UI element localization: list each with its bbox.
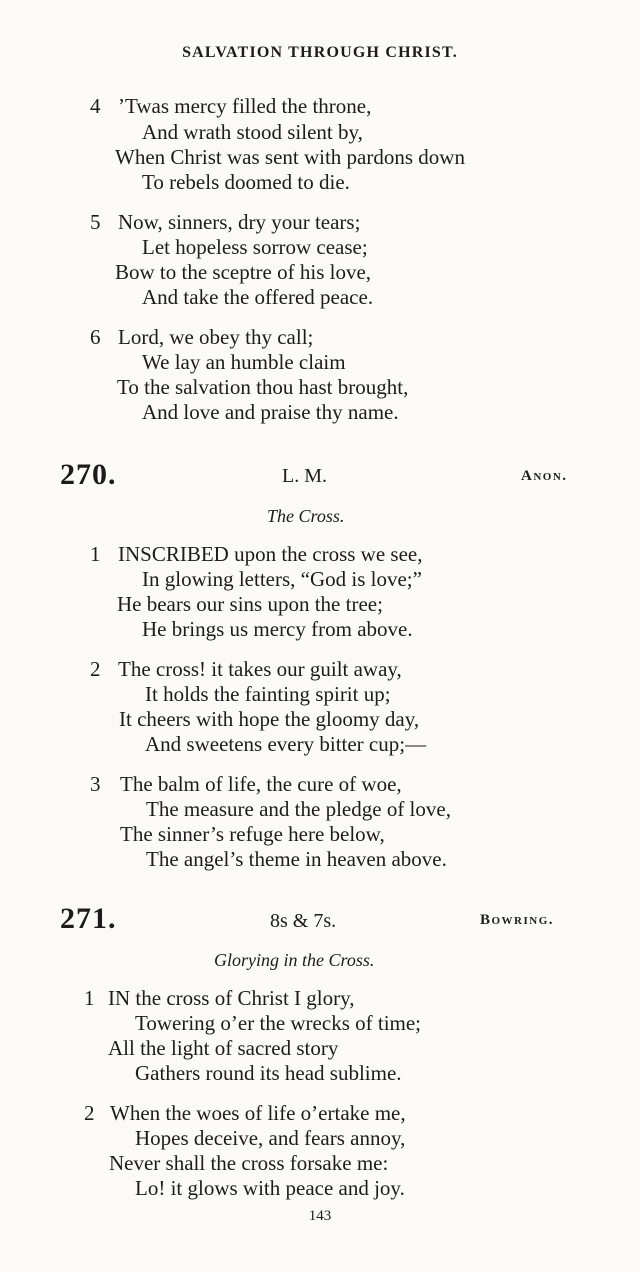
stanza-line: And sweetens every bitter cup;— <box>145 732 427 756</box>
stanza-line: We lay an humble claim <box>142 350 346 374</box>
stanza-line: And love and praise thy name. <box>142 400 399 424</box>
hymn-author: Bowring. <box>480 912 555 928</box>
stanza-number: 5 <box>90 210 101 234</box>
stanza-line: Bow to the sceptre of his love, <box>115 260 372 284</box>
page-number: 143 <box>308 1208 332 1224</box>
stanza-line: Now, sinners, dry your tears; <box>118 210 361 234</box>
stanza-line: It cheers with hope the gloomy day, <box>119 707 420 731</box>
stanza-number: 3 <box>90 772 101 796</box>
stanza-line: He bears our sins upon the tree; <box>117 592 383 616</box>
stanza-line: When the woes of life o’ertake me, <box>110 1101 406 1125</box>
stanza-line: Gathers round its head sublime. <box>135 1061 402 1085</box>
hymn-subtitle: Glorying in the Cross. <box>214 950 375 970</box>
stanza-line: Lord, we obey thy call; <box>118 325 314 349</box>
stanza-line: And wrath stood silent by, <box>142 120 363 144</box>
stanza-number: 2 <box>90 657 101 681</box>
stanza-line: And take the offered peace. <box>142 285 374 309</box>
stanza-number: 1 <box>84 986 95 1010</box>
stanza-line: Never shall the cross forsake me: <box>109 1151 389 1175</box>
hymn-meter: 8s & 7s. <box>270 910 337 932</box>
stanza-line: Towering o’er the wrecks of time; <box>135 1011 422 1035</box>
stanza-line: When Christ was sent with pardons down <box>115 145 465 169</box>
stanza-line: Hopes deceive, and fears annoy, <box>135 1126 406 1150</box>
hymn-subtitle: The Cross. <box>267 506 345 526</box>
stanza-line: The sinner’s refuge here below, <box>120 822 385 846</box>
running-head: SALVATION THROUGH CHRIST. <box>182 44 458 61</box>
stanza-number: 4 <box>90 94 101 118</box>
stanza-line: In glowing letters, “God is love;” <box>142 567 422 591</box>
stanza-line: Let hopeless sorrow cease; <box>142 235 368 259</box>
stanza-line: The measure and the pledge of love, <box>146 797 451 821</box>
stanza-line: He brings us mercy from above. <box>142 617 413 641</box>
stanza-number: 1 <box>90 542 101 566</box>
stanza-line: ’Twas mercy filled the throne, <box>118 94 372 118</box>
stanza-line: It holds the fainting spirit up; <box>145 682 391 706</box>
stanza-line: INSCRIBED upon the cross we see, <box>118 542 423 566</box>
stanza-line: Lo! it glows with peace and joy. <box>135 1176 405 1200</box>
hymn-number: 270. <box>60 458 117 491</box>
stanza-line: The cross! it takes our guilt away, <box>118 657 402 681</box>
stanza-line: To rebels doomed to die. <box>142 170 350 194</box>
hymn-author: Anon. <box>521 468 568 484</box>
stanza-number: 2 <box>84 1101 95 1125</box>
stanza-line: All the light of sacred story <box>108 1036 339 1060</box>
stanza-number: 6 <box>90 325 101 349</box>
stanza-line: The balm of life, the cure of woe, <box>120 772 402 796</box>
stanza-line: To the salvation thou hast brought, <box>117 375 409 399</box>
hymn-meter: L. M. <box>282 465 327 487</box>
stanza-line: The angel’s theme in heaven above. <box>146 847 447 871</box>
hymn-number: 271. <box>60 902 117 935</box>
stanza-line: IN the cross of Christ I glory, <box>108 986 355 1010</box>
